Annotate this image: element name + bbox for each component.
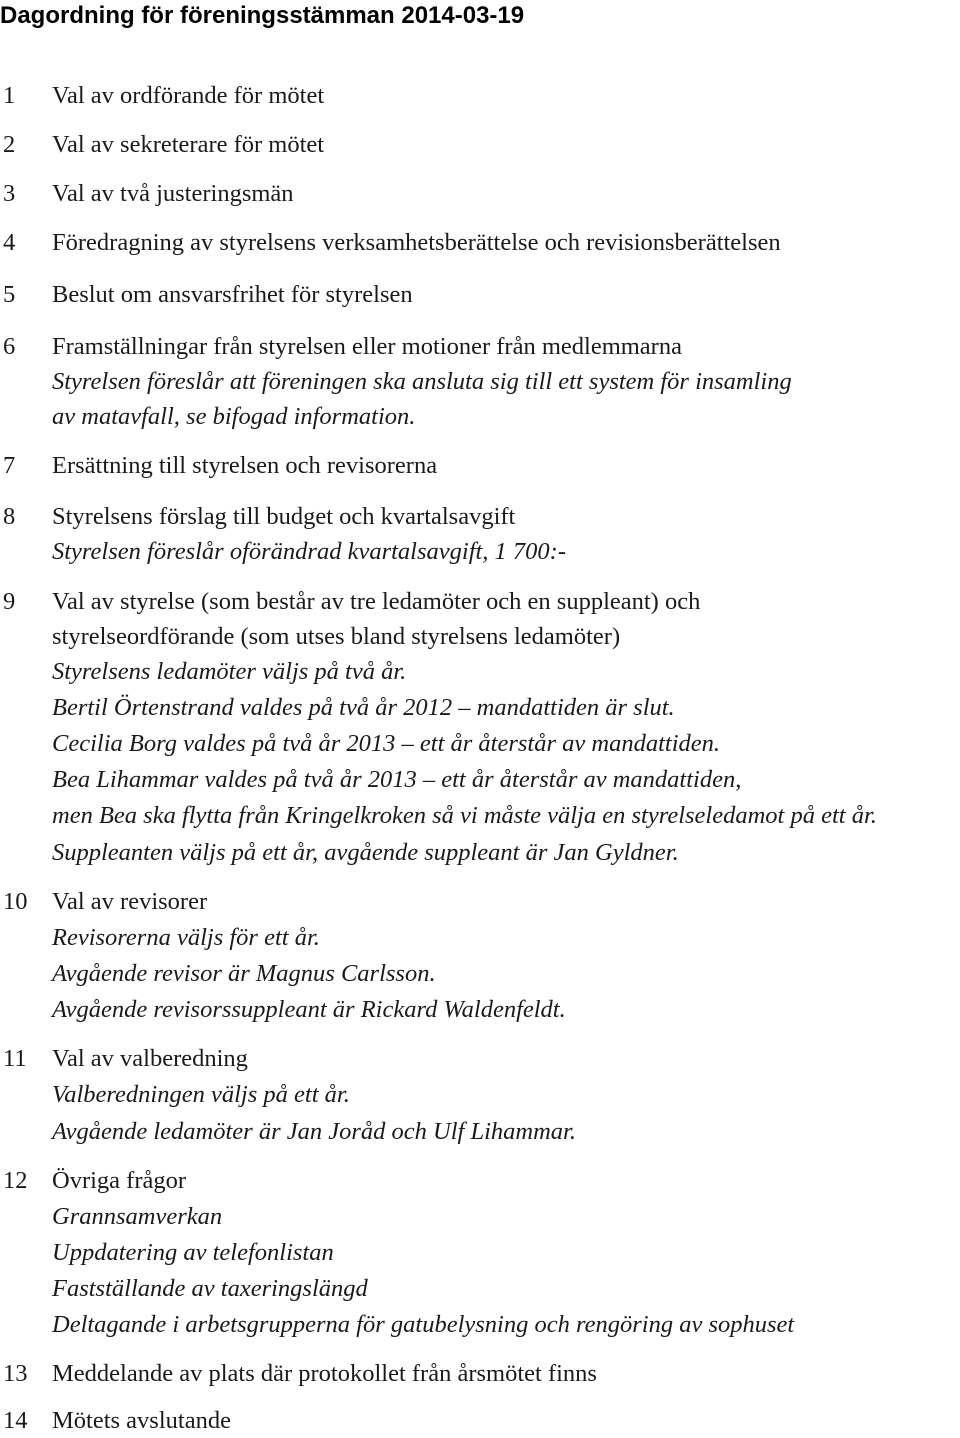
agenda-note: Bertil Örtenstrand valdes på två år 2012 – mandattiden är slut. (52, 694, 675, 721)
agenda-number: 14 (3, 1407, 28, 1434)
agenda-note: Revisorerna väljs för ett år. (52, 924, 320, 951)
agenda-heading: Val av revisorer (52, 888, 208, 915)
agenda-heading: Mötets avslutande (52, 1407, 231, 1434)
agenda-heading: Meddelande av plats där protokollet från årsmötet finns (52, 1360, 597, 1387)
agenda-number: 3 (3, 180, 16, 207)
agenda-heading-continued: styrelseordförande (som utses bland styrelsens ledamöter) (52, 623, 621, 650)
agenda-note: Avgående ledamöter är Jan Joråd och Ulf Lihammar. (52, 1118, 576, 1145)
agenda-heading: Val av styrelse (som består av tre ledamöter och en suppleant) och (52, 588, 701, 615)
agenda-note: Fastställande av taxeringslängd (52, 1275, 368, 1302)
agenda-number: 13 (3, 1360, 28, 1387)
agenda-number: 1 (3, 82, 16, 109)
agenda-note: Styrelsen föreslår oförändrad kvartalsavgift, 1 700:- (52, 538, 566, 565)
agenda-number: 4 (3, 229, 16, 256)
agenda-note: Styrelsens ledamöter väljs på två år. (52, 658, 407, 685)
agenda-number: 2 (3, 131, 16, 158)
agenda-note: Uppdatering av telefonlistan (52, 1239, 334, 1266)
agenda-note: Bea Lihammar valdes på två år 2013 – ett år återstår av mandattiden, (52, 766, 742, 793)
agenda-heading: Framställningar från styrelsen eller motioner från medlemmarna (52, 333, 682, 360)
agenda-heading: Beslut om ansvarsfrihet för styrelsen (52, 281, 413, 308)
agenda-number: 11 (3, 1045, 27, 1072)
page-title: Dagordning för föreningsstämman 2014-03-19 (0, 2, 525, 29)
agenda-note: Deltagande i arbetsgrupperna för gatubelysning och rengöring av sophuset (52, 1311, 795, 1338)
agenda-note: Valberedningen väljs på ett år. (52, 1081, 350, 1108)
agenda-heading: Val av ordförande för mötet (52, 82, 325, 109)
agenda-number: 8 (3, 503, 16, 530)
agenda-note: av matavfall, se bifogad information. (52, 403, 416, 430)
agenda-heading: Ersättning till styrelsen och revisorerna (52, 452, 438, 479)
agenda-note: Suppleanten väljs på ett år, avgående suppleant är Jan Gyldner. (52, 839, 679, 866)
agenda-note: Avgående revisor är Magnus Carlsson. (52, 960, 436, 987)
agenda-heading: Val av två justeringsmän (52, 180, 294, 207)
agenda-note: Avgående revisorssuppleant är Rickard Waldenfeldt. (52, 996, 566, 1023)
agenda-heading: Föredragning av styrelsens verksamhetsberättelse och revisionsberättelsen (52, 229, 781, 256)
agenda-heading: Val av sekreterare för mötet (52, 131, 325, 158)
agenda-heading: Val av valberedning (52, 1045, 248, 1072)
agenda-number: 10 (3, 888, 28, 915)
agenda-number: 7 (3, 452, 16, 479)
agenda-number: 9 (3, 588, 16, 615)
agenda-note: Grannsamverkan (52, 1203, 223, 1230)
agenda-note: Styrelsen föreslår att föreningen ska ansluta sig till ett system för insamling (52, 368, 792, 395)
agenda-heading: Övriga frågor (52, 1167, 187, 1194)
agenda-note: men Bea ska flytta från Kringelkroken så vi måste välja en styrelseledamot på ett år. (52, 802, 877, 829)
agenda-number: 6 (3, 333, 16, 360)
agenda-number: 5 (3, 281, 16, 308)
agenda-heading: Styrelsens förslag till budget och kvartalsavgift (52, 503, 516, 530)
agenda-note: Cecilia Borg valdes på två år 2013 – ett år återstår av mandattiden. (52, 730, 721, 757)
agenda-number: 12 (3, 1167, 28, 1194)
